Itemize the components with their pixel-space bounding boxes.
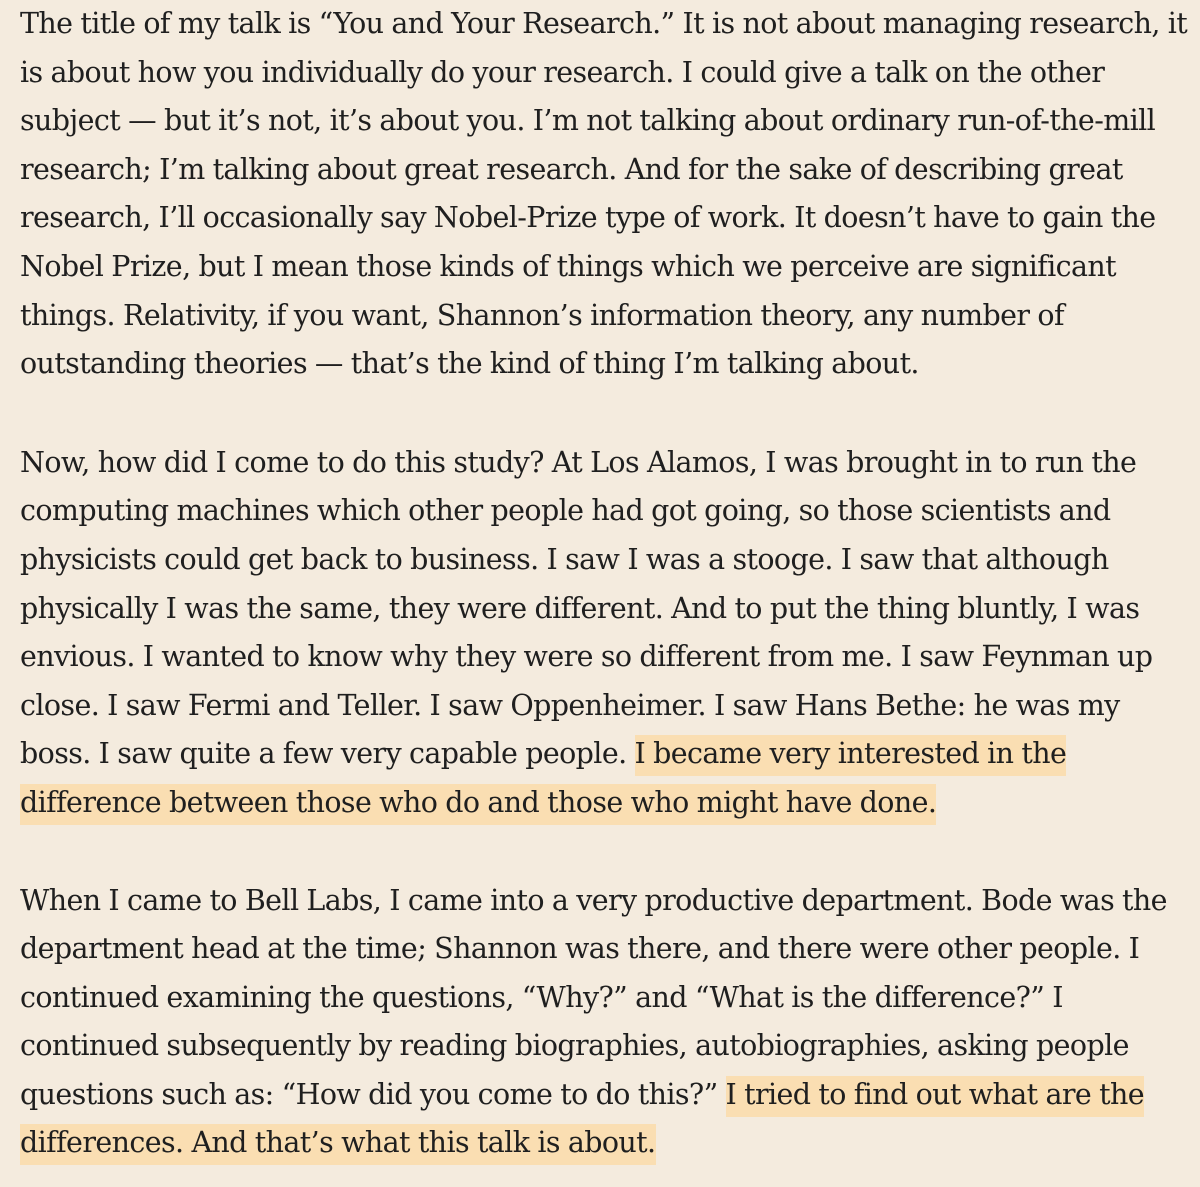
paragraph-2-text: Now, how did I come to do this study? At Los Alamos, I was brought in to run the computing machines which other people had got going, so those scientists and physicists could get back to business. I saw I was a stooge. I saw that although physically I was the same, they were different. And to put the thing bluntly, I was envious. I wanted to know why they were so different from me. I saw Feynman up close. I saw Fermi and Teller. I saw Oppenheimer. I saw Hans Bethe: he was my boss. I saw quite a few very capable people.	[20, 445, 1153, 771]
paragraph-3-highlight[interactable]: I tried to find out what are the differences. And that’s what this talk is about.	[20, 1076, 1144, 1166]
paragraph-3-text: When I came to Bell Labs, I came into a very productive department. Bode was the department head at the time; Shannon was there, and there were other people. I continued examining the questions, “Why?” and “What is the difference?” I continued subsequently by reading biographies, autobiographies, asking people questions such as: “How did you come to do this?”	[20, 883, 1167, 1111]
paragraph-3	[20, 877, 1192, 1169]
paragraph-2-highlight[interactable]: I became very interested in the difference between those who do and those who might have done.	[20, 735, 1066, 825]
paragraph-2	[20, 439, 1192, 828]
paragraph-1	[20, 0, 1192, 389]
paragraph-1-text: The title of my talk is “You and Your Research.” It is not about managing research, it is about how you individually do your research. I could give a talk on the other subject — but it’s not, it’s about you. I’m not talking about ordinary run-of-the-mill research; I’m talking about great research. And for the sake of describing great research, I’ll occasionally say Nobel-Prize type of work. It doesn’t have to gain the Nobel Prize, but I mean those kinds of things which we perceive are significant things. Relativity, if you want, Shannon’s information theory, any number of outstanding theories — that’s the kind of thing I’m talking about.	[20, 7, 1188, 381]
